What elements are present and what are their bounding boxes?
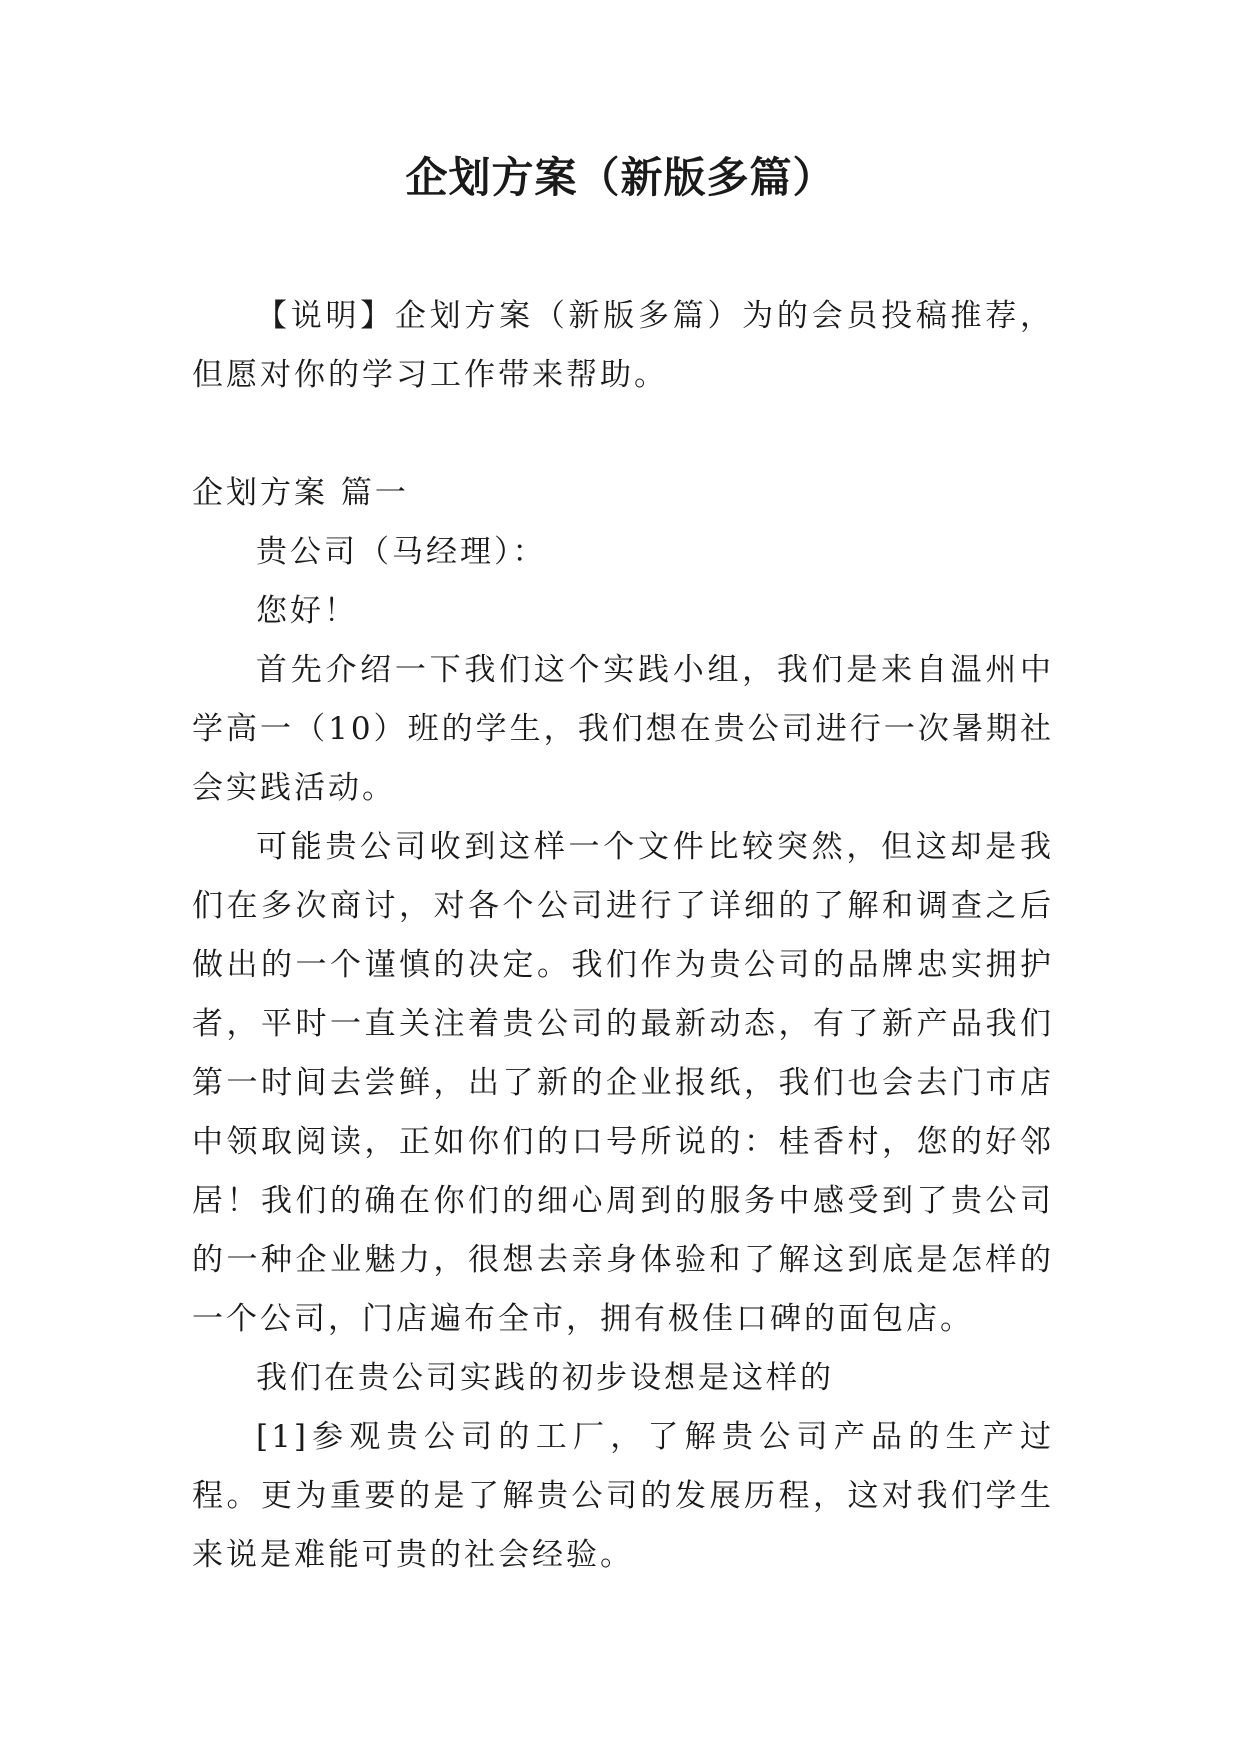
document-body	[192, 287, 1054, 1585]
section-heading: 企划方案 篇一	[192, 475, 409, 511]
paragraph: [1]参观贵公司的工厂，了解贵公司产品的生产过程。更为重要的是了解贵公司的发展历程，这对我们学生来说是难能可贵的社会经验。	[192, 1419, 1054, 1573]
paragraph: 首先介绍一下我们这个实践小组，我们是来自温州中学高一（10）班的学生，我们想在贵公司进行一次暑期社会实践活动。	[192, 652, 1054, 806]
intro-paragraph: 【说明】企划方案（新版多篇）为的会员投稿推荐，但愿对你的学习工作带来帮助。	[192, 298, 1054, 393]
paragraph: 可能贵公司收到这样一个文件比较突然，但这却是我们在多次商讨，对各个公司进行了详细的了解和调查之后做出的一个谨慎的决定。我们作为贵公司的品牌忠实拥护者，平时一直关注着贵公司的最新动态，有了新产品我们第一时间去尝鲜，出了新的企业报纸，我们也会去门市店中领取阅读，正如你们的口号所说的：桂香村，您的好邻居！我们的确在你们的细心周到的服务中感受到了贵公司的一种企业魅力，很想去亲身体验和了解这到底是怎样的一个公司，门店遍布全市，拥有极佳口碑的面包店。	[192, 829, 1054, 1337]
document-title: 企划方案（新版多篇）	[405, 153, 836, 202]
salutation: 贵公司（马经理）：	[256, 534, 547, 570]
paragraph: 我们在贵公司实践的初步设想是这样的	[256, 1360, 834, 1396]
greeting: 您好！	[256, 593, 358, 629]
